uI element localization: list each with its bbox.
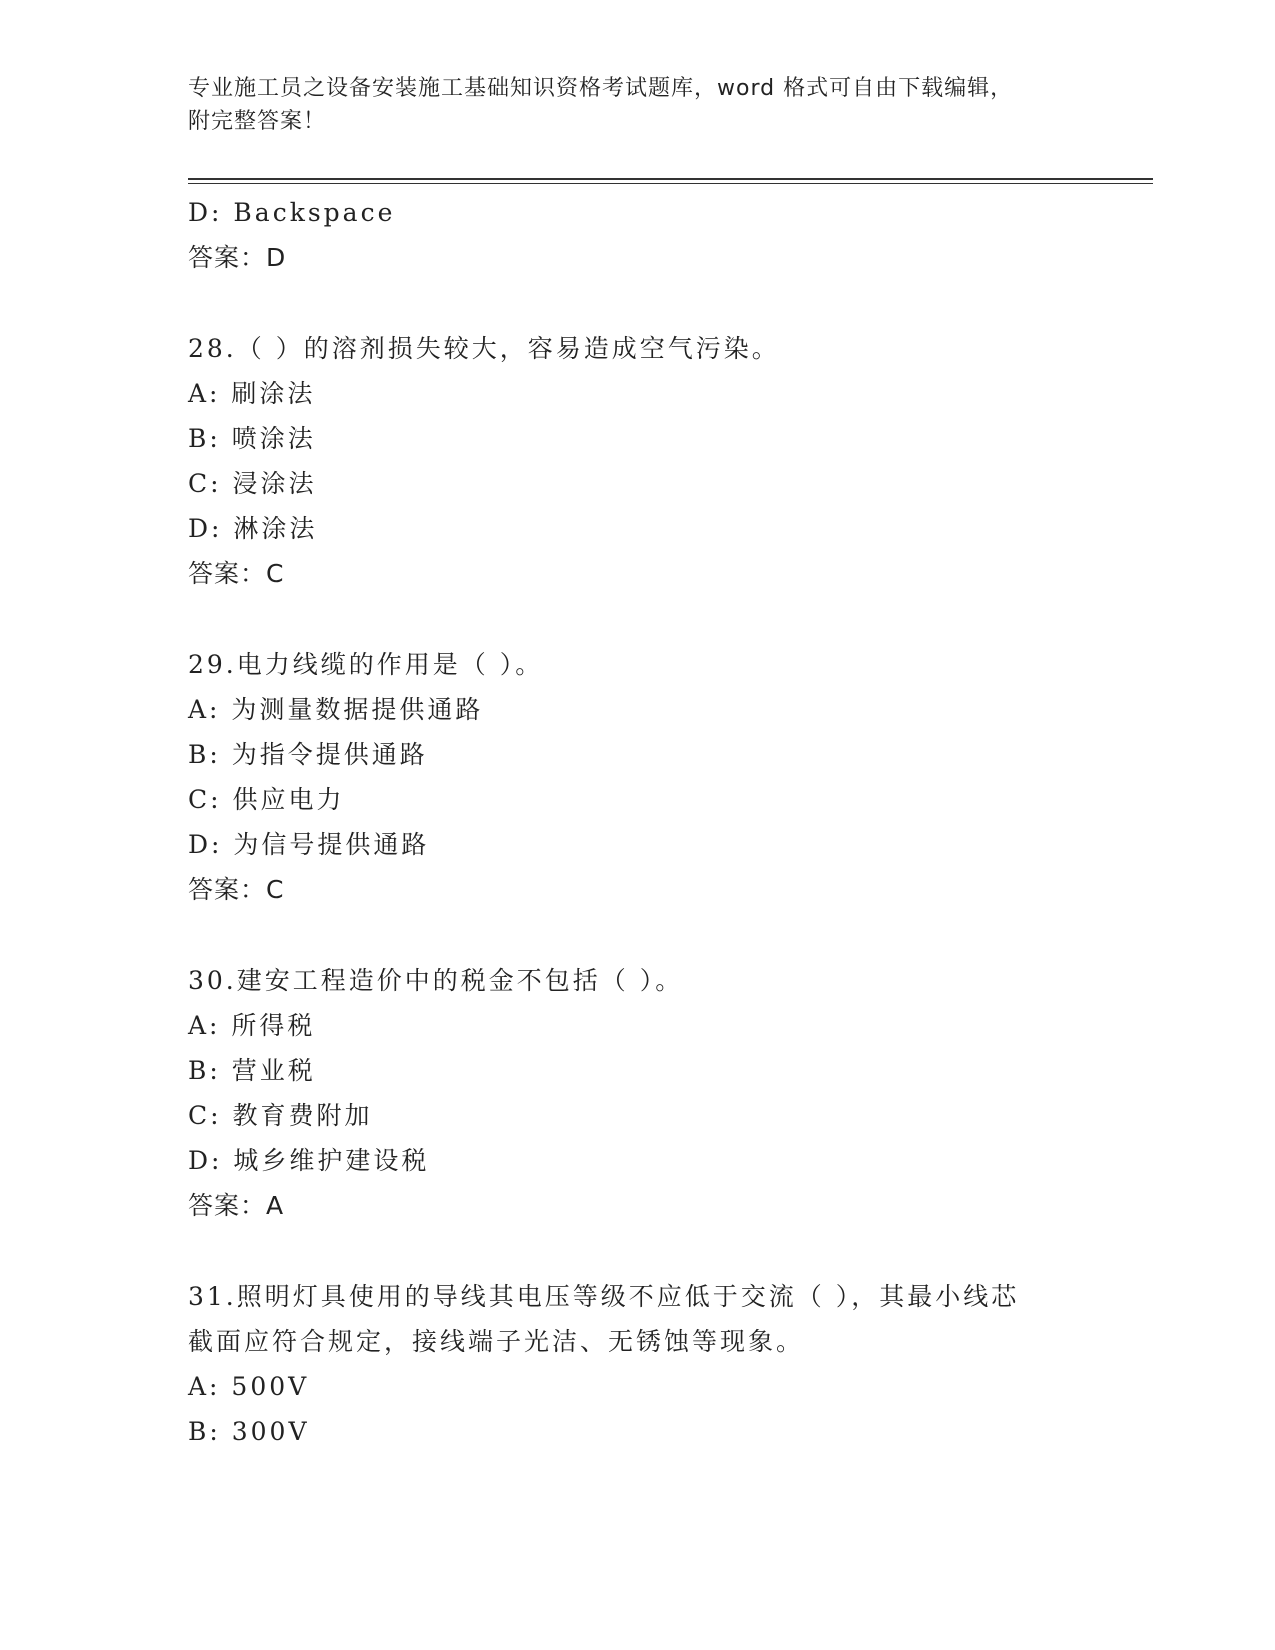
question-stem: 30.建安工程造价中的税金不包括（ ）。 [188, 966, 684, 995]
option-c: C: 教育费附加 [188, 1101, 373, 1130]
header-rule-thin [188, 183, 1153, 184]
question-stem: 28.（ ）的溶剂损失较大，容易造成空气污染。 [188, 334, 780, 363]
question-stem-line-2: 截面应符合规定，接线端子光洁、无锈蚀等现象。 [188, 1327, 805, 1356]
question-stem: 29.电力线缆的作用是（ ）。 [188, 650, 544, 679]
header-line-1: 专业施工员之设备安装施工基础知识资格考试题库，word 格式可自由下载编辑， [188, 76, 1014, 101]
option-b: B: 为指令提供通路 [188, 740, 428, 769]
option-c: C: 供应电力 [188, 785, 345, 814]
header-rule-thick [188, 178, 1153, 180]
option-c: C: 浸涂法 [188, 469, 317, 498]
option-d: D: 为信号提供通路 [188, 830, 430, 859]
answer-line: 答案：C [188, 875, 285, 904]
answer-line: 答案：A [188, 1191, 285, 1220]
option-a: A: 刷涂法 [188, 379, 316, 408]
option-d: D: 淋涂法 [188, 514, 318, 543]
answer-line: 答案：D [188, 243, 287, 272]
question-fragment [188, 190, 1088, 280]
option-d: D: Backspace [188, 198, 396, 227]
option-a: A: 为测量数据提供通路 [188, 695, 484, 724]
question-stem-line-1: 31.照明灯具使用的导线其电压等级不应低于交流（ ），其最小线芯 [188, 1282, 1020, 1311]
option-b: B: 营业税 [188, 1056, 316, 1085]
document-header [188, 72, 1068, 138]
question-31 [188, 1274, 1088, 1454]
question-30 [188, 958, 1088, 1228]
option-b: B: 喷涂法 [188, 424, 316, 453]
option-b: B: 300V [188, 1417, 310, 1446]
option-a: A: 500V [188, 1372, 310, 1401]
answer-line: 答案：C [188, 559, 285, 588]
header-line-2: 附完整答案！ [188, 109, 327, 134]
option-a: A: 所得税 [188, 1011, 316, 1040]
question-29 [188, 642, 1088, 912]
question-28 [188, 326, 1088, 596]
option-d: D: 城乡维护建设税 [188, 1146, 430, 1175]
question-list [188, 190, 1088, 1454]
